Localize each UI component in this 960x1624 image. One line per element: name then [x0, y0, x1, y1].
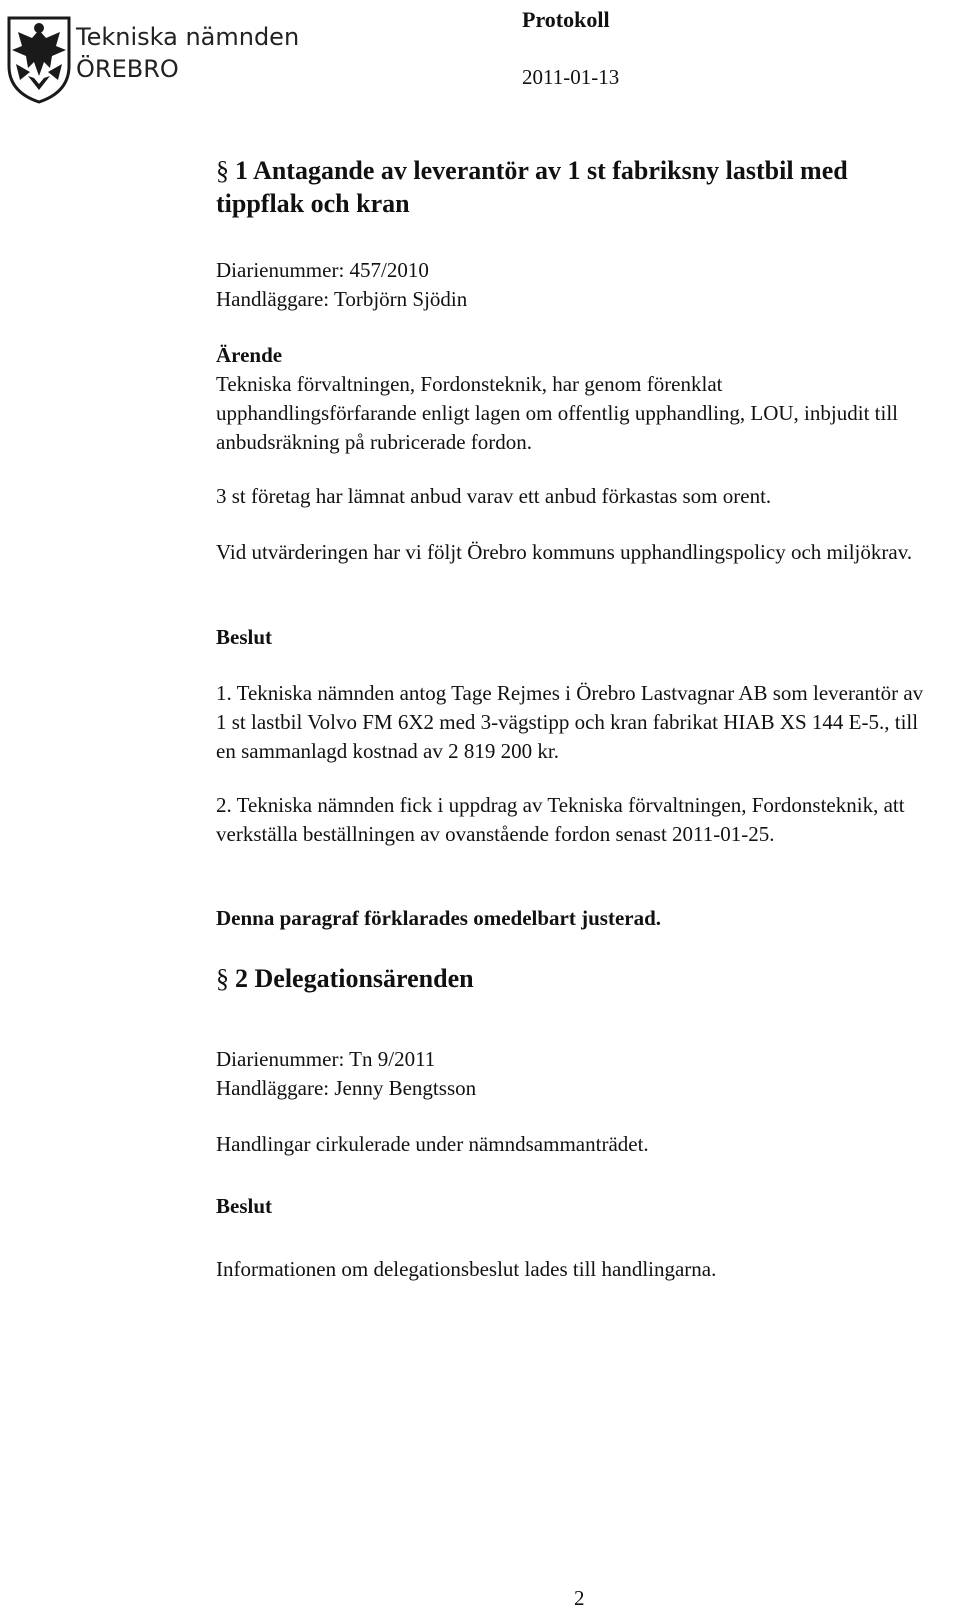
orebro-crest-icon [6, 16, 72, 104]
section-2-handlaggare: Handläggare: Jenny Bengtsson [216, 1076, 477, 1100]
document-type: Protokoll [522, 7, 610, 32]
org-name: Tekniska nämnden [76, 23, 300, 51]
header-logo [6, 16, 306, 104]
handlingar-text: Handlingar cirkulerade under nämndsammanträdet. [216, 1132, 649, 1156]
arende-text: Tekniska förvaltningen, Fordonsteknik, har genom förenklat upphandlingsförfarande enligt lagen om offentlig upphandling, LOU, inbjudit till anbudsräkning på rubricerade fordon. [216, 372, 898, 454]
section-2-diarienummer: Diarienummer: Tn 9/2011 [216, 1047, 436, 1071]
section-1-beslut-heading: Beslut [216, 625, 273, 649]
utvardering-text: Vid utvärderingen har vi följt Örebro kommuns upphandlingspolicy och miljökrav. [216, 540, 913, 564]
section-1-title [216, 154, 936, 220]
document-date: 2011-01-13 [522, 65, 620, 89]
section-2-title [216, 962, 936, 995]
beslut-item-2: 2. Tekniska nämnden fick i uppdrag av Tekniska förvaltningen, Fordonsteknik, att verkställa beställningen av ovanstående fordon senast 2011-01-25. [216, 793, 905, 846]
page-number: 2 [574, 1586, 585, 1610]
justerad-note: Denna paragraf förklarades omedelbart justerad. [216, 906, 662, 930]
section-1-handlaggare: Handläggare: Torbjörn Sjödin [216, 287, 468, 311]
section-2-beslut-heading: Beslut [216, 1194, 273, 1218]
paragraph-sign: § [216, 156, 229, 185]
paragraph-sign: § [216, 964, 229, 993]
section-1-diarienummer: Diarienummer: 457/2010 [216, 258, 429, 282]
section-1-title-text: 1 Antagande av leverantör av 1 st fabriksny lastbil med tippflak och kran [216, 156, 848, 218]
section-2-title-text: 2 Delegationsärenden [235, 964, 474, 993]
beslut-item-1: 1. Tekniska nämnden antog Tage Rejmes i Örebro Lastvagnar AB som leverantör av 1 st lastbil Volvo FM 6X2 med 3-vägstipp och kran fabrikat HIAB XS 144 E-5., till en sammanlagd kostnad av 2 819 200 kr. [216, 681, 924, 763]
arende-heading: Ärende [216, 343, 283, 367]
city-name: ÖREBRO [76, 55, 179, 83]
anbud-text: 3 st företag har lämnat anbud varav ett anbud förkastas som orent. [216, 484, 772, 508]
section-2-beslut-text: Informationen om delegationsbeslut lades till handlingarna. [216, 1257, 717, 1281]
